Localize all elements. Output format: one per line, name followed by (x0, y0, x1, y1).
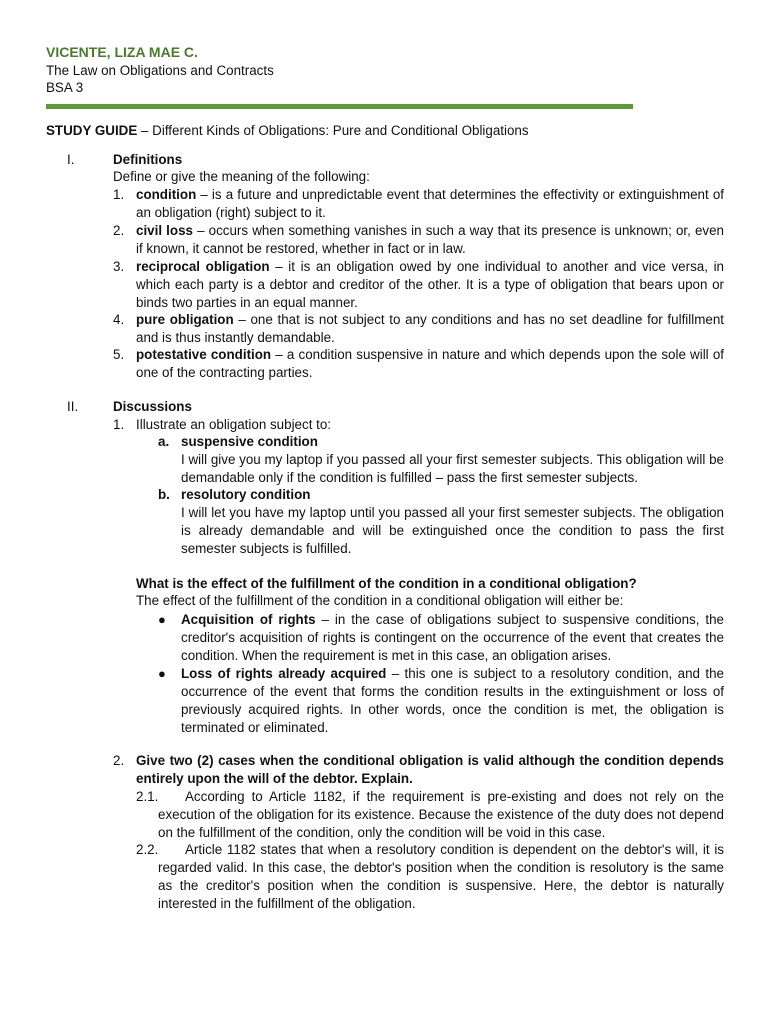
definition-number: 4. (113, 312, 125, 327)
definition-term: condition (136, 187, 197, 202)
sub-item-letter: b. (158, 487, 170, 502)
definition-text: – a condition suspensive in nature and which depends upon the sole will of one of the contracting parties. (136, 347, 724, 380)
definition-number: 5. (113, 347, 125, 362)
bullet-item (181, 611, 724, 665)
bullet-text: – this one is subject to a resolutory condition, and the occurrence of the event that forms the condition results in the extinguishment or loss of previously acquired rights. In other words, once the condition is met, the obligation is terminated or eliminated. (181, 666, 724, 735)
definition-number: 2. (113, 223, 125, 238)
bullet-icon: ● (158, 612, 166, 627)
course-title: The Law on Obligations and Contracts (46, 63, 274, 78)
question-number: 1. (113, 417, 125, 432)
case-body: According to Article 1182, if the requirement is pre-existing and does not rely on the execution of the obligation for its existence. Because the existence of the duty does not depend on the fulfillment of the condition, only the condition will be void in this case. (158, 789, 724, 840)
definition-item (136, 311, 724, 347)
case-body: Article 1182 states that when a resolutory condition is dependent on the debtor's will, it is regarded valid. In this case, the debtor's position when the condition is resolutory is the same as the creditor's position when the condition is suspensive. Here, the debtor is naturally interested in the fulfillment of the obligation. (158, 842, 724, 911)
case-number: 2.1. (136, 789, 159, 804)
case-text (158, 788, 724, 842)
definition-item (136, 346, 724, 382)
question-text: Give two (2) cases when the conditional obligation is valid although the condition depends entirely upon the will of the debtor. Explain. (136, 753, 724, 786)
sub-item-heading: suspensive condition (181, 434, 318, 449)
section-label: BSA 3 (46, 80, 84, 95)
sub-item-text: I will give you my laptop if you passed all your first semester subjects. This obligation will be demandable only if the condition is fulfilled – pass the first semester subjects. (181, 452, 724, 485)
definition-number: 1. (113, 187, 125, 202)
definition-item (136, 258, 724, 312)
sub-item-heading: resolutory condition (181, 487, 311, 502)
definition-term: potestative condition (136, 347, 272, 362)
effect-question: What is the effect of the fulfillment of the condition in a conditional obligation? (136, 576, 637, 591)
header-divider (46, 104, 633, 109)
question-number: 2. (113, 753, 125, 768)
bullet-term: Acquisition of rights (181, 612, 316, 627)
part-one-instruction: Define or give the meaning of the following: (113, 169, 370, 184)
definition-text: – one that is not subject to any conditions and has no set deadline for fulfillment and is thus instantly demandable. (136, 312, 724, 345)
bullet-term: Loss of rights already acquired (181, 666, 387, 681)
part-one-heading: Definitions (113, 152, 183, 167)
definition-item (136, 186, 724, 222)
study-guide-title (46, 122, 736, 140)
definition-term: civil loss (136, 223, 193, 238)
part-one-numeral: I. (67, 152, 75, 167)
bullet-icon: ● (158, 666, 166, 681)
sub-item-text: I will let you have my laptop until you passed all your first semester subjects. The obligation is already demandable and will be extinguished once the condition to pass the first semester subjects is fulfilled. (181, 505, 724, 556)
definition-term: reciprocal obligation (136, 259, 270, 274)
definition-text: – is a future and unpredictable event that determines the effectivity or extinguishment of an obligation (right) subject to it. (136, 187, 724, 220)
definition-item (136, 222, 724, 258)
study-guide-label: STUDY GUIDE (46, 123, 138, 138)
case-text (158, 841, 724, 913)
definition-term: pure obligation (136, 312, 234, 327)
part-two-numeral: II. (67, 399, 79, 414)
definition-text: – it is an obligation owed by one individual to another and vice versa, in which each party is a debtor and creditor of the other. It is a type of obligation that bears upon or binds two parties in an equal manner. (136, 259, 724, 310)
bullet-text: – in the case of obligations subject to suspensive conditions, the creditor's acquisition of rights is contingent on the occurrence of the event that creates the condition. When the requirement is met in this case, an obligation arises. (181, 612, 725, 663)
bullet-item (181, 665, 724, 737)
effect-answer: The effect of the fulfillment of the condition in a conditional obligation will either be: (136, 593, 624, 608)
sub-item-letter: a. (158, 434, 170, 449)
case-number: 2.2. (136, 842, 159, 857)
definition-number: 3. (113, 259, 125, 274)
question-text: Illustrate an obligation subject to: (136, 417, 332, 432)
definition-text: – occurs when something vanishes in such a way that its presence is unknown; or, even if known, it cannot be restored, whether in fact or in law. (136, 223, 724, 256)
student-name: VICENTE, LIZA MAE C. (46, 44, 198, 60)
part-two-heading: Discussions (113, 399, 192, 414)
study-guide-topic: – Different Kinds of Obligations: Pure and Conditional Obligations (137, 123, 529, 138)
